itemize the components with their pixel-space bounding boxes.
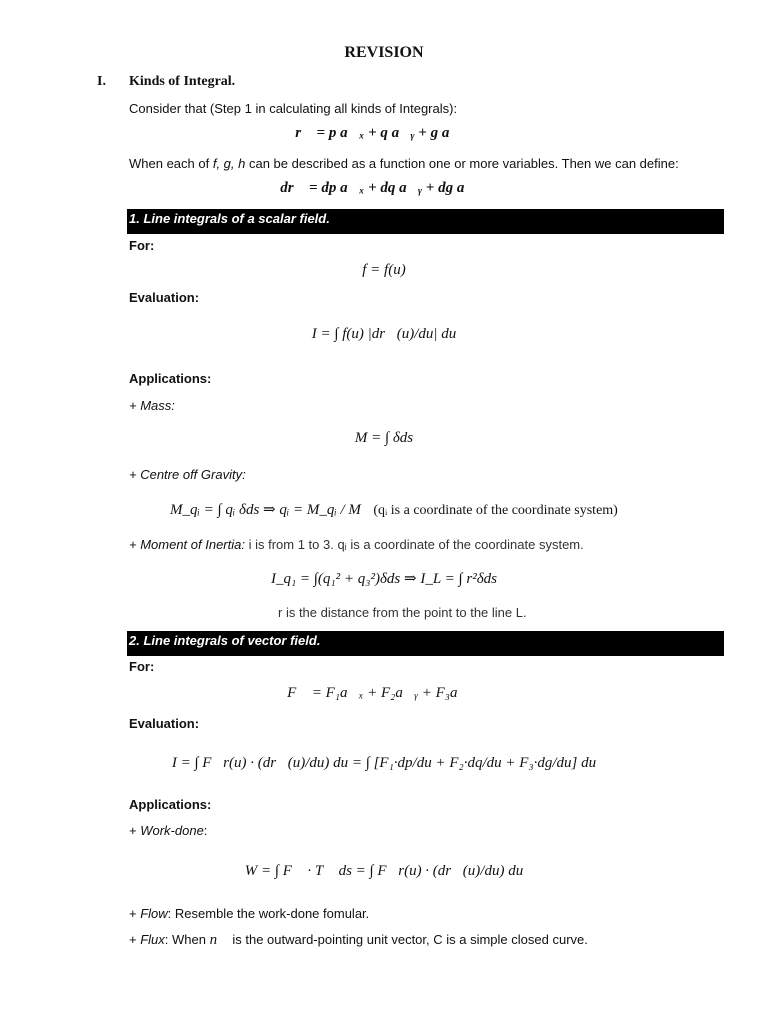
gravity-note: (qᵢ is a coordinate of the coordinate system) — [373, 503, 618, 518]
heading-line-integral-scalar: 1. Line integrals of a scalar field. — [127, 209, 724, 234]
intro-when: When each of f, g, h can be described as a function one or more variables. Then we can define: — [129, 156, 679, 171]
page-title: REVISION — [344, 44, 424, 61]
inertia-r-note: r is the distance from the point to the line L. — [278, 605, 527, 620]
equation-inertia: I_q₁ = ∫(q₁² + q₃²)δds ⇒ I_L = ∫ r²δds — [270, 571, 498, 587]
equation-dr: dr⃗ = dp a⃗ₓ + dq a⃗ᵧ + dg a⃗𝓏 — [280, 180, 488, 196]
gravity-label: + Centre off Gravity: — [129, 467, 246, 482]
evaluation-label-1: Evaluation: — [129, 290, 200, 305]
evaluation-label-2: Evaluation: — [129, 716, 200, 731]
applications-label-2: Applications: — [129, 797, 212, 812]
equation-eval-2: I = ∫ F⃗r(u) · (dr⃗(u)/du) du = ∫ [F₁·dp/du + F₂·dq/du + F₃·dg/du] du — [171, 755, 597, 771]
section-number: I. — [97, 74, 106, 89]
heading-line-integral-vector: 2. Line integrals of vector field. — [127, 631, 724, 656]
inertia-row: + Moment of Inertia: i is from 1 to 3. qᵢ is a coordinate of the coordinate system. — [129, 537, 584, 552]
equation-eval-1: I = ∫ f(u) |dr⃗(u)/du| du — [311, 326, 457, 342]
equation-mass: M = ∫ δds — [354, 430, 414, 446]
equation-for-2: F⃗ = F₁a⃗ₓ + F₂a⃗ᵧ + F₃a⃗𝓏 — [287, 685, 481, 701]
for-label-2: For: — [129, 659, 155, 674]
applications-label-1: Applications: — [129, 371, 212, 386]
equation-gravity-row — [170, 500, 618, 519]
flow-row: + Flow: Resemble the work-done fomular. — [129, 906, 370, 921]
mass-label: + Mass: — [129, 398, 175, 413]
work-label-row: + Work-done: — [129, 823, 208, 838]
for-label-1: For: — [129, 238, 155, 253]
equation-for-1: f = f(u) — [362, 262, 406, 278]
intro-consider: Consider that (Step 1 in calculating all kinds of Integrals): — [129, 101, 458, 116]
section-title: Kinds of Integral. — [129, 74, 236, 89]
flux-row: + Flux: When n⃗ is the outward-pointing unit vector, C is a simple closed curve. — [129, 932, 588, 948]
equation-work: W = ∫ F⃗ · T⃗ ds = ∫ F⃗r(u) · (dr⃗(u)/du) du — [244, 863, 524, 879]
equation-gravity: M_qᵢ = ∫ qᵢ δds ⇒ qᵢ = M_qᵢ / M — [170, 502, 361, 518]
equation-r: r⃗ = p a⃗ₓ + q a⃗ᵧ + g a⃗𝓏 — [295, 125, 473, 141]
